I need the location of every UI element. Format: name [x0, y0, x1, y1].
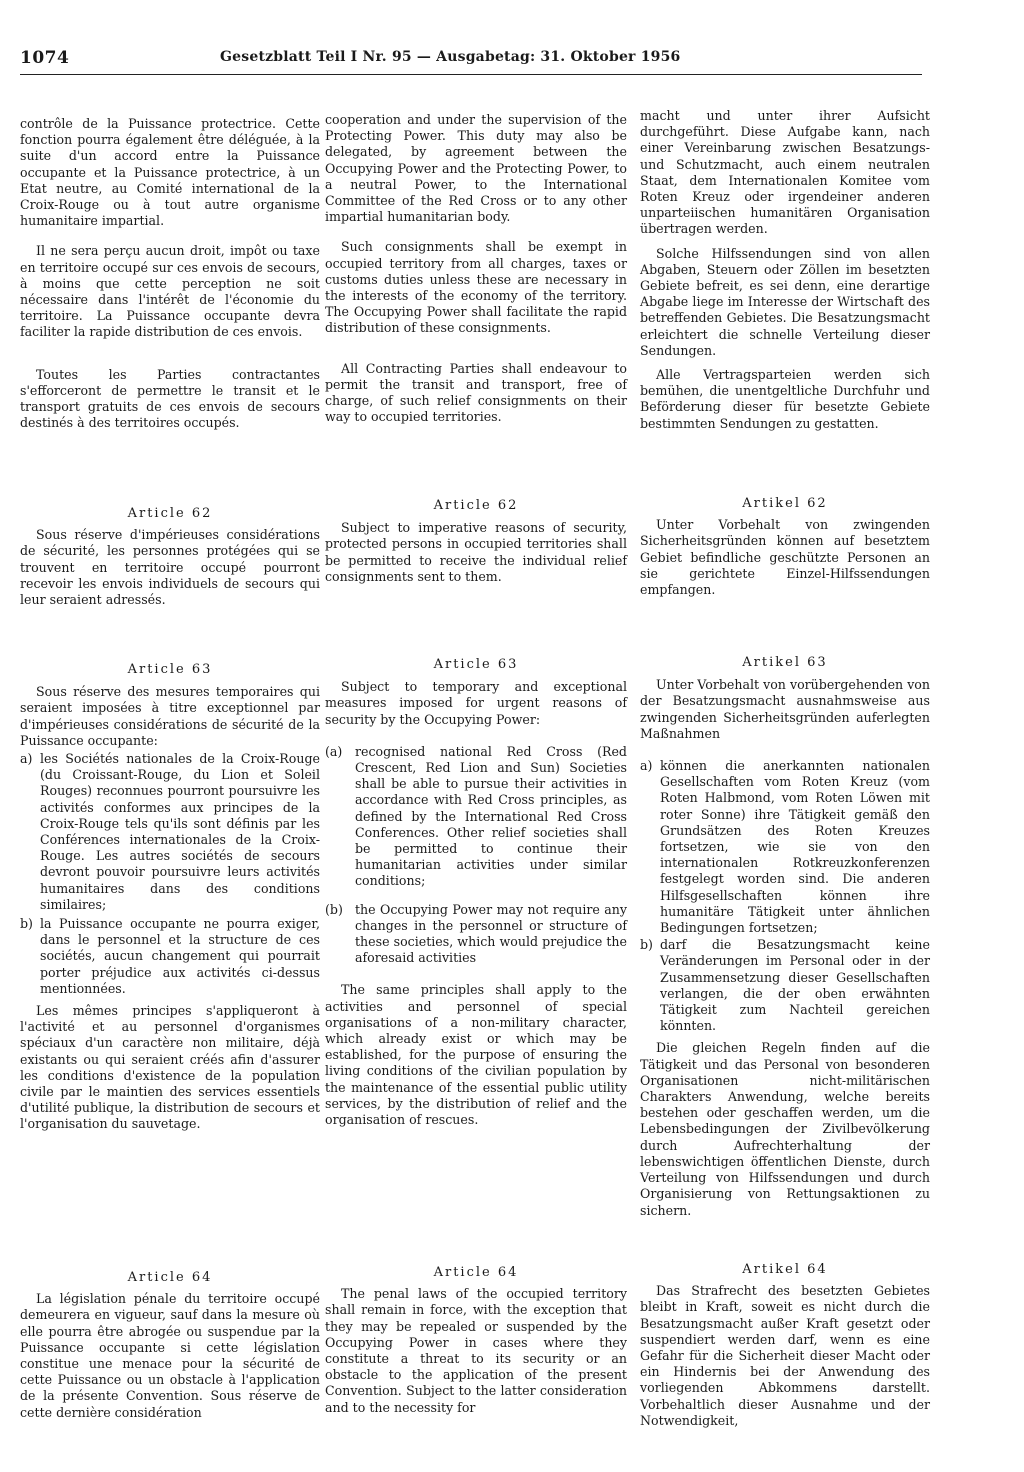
- de-a64-heading: Artikel 64: [742, 1262, 828, 1277]
- en-a63-a-text: recognised national Red Cross (Red Crescent, Red Lion and Sun) Societies shall be able to pursue their activities in accordance with Red Cross principles, as defined by the International Red Cross Conferences. Other relief societies shall be permitted to continue their humanitarian activities under similar conditions;: [355, 743, 627, 889]
- en-a62-heading: Article 62: [433, 498, 519, 513]
- fr-article-64: [20, 1270, 320, 1421]
- en-a63-heading: Article 63: [433, 657, 519, 672]
- en-a63-item-a: [325, 744, 627, 890]
- fr-a63-closing: Les mêmes principes s'appliqueront à l'activité et au personnel d'organismes spéciaux d'un caractère non militaire, déjà existants ou qui seraient créés afin d'assurer les conditions d'existence de la population civile par le maintien des services essentiels d'utilité publique, la distribution de secours et l'organisation du sauvetage.: [20, 1003, 320, 1132]
- en-article-62: [325, 498, 627, 585]
- page-header: [20, 44, 922, 75]
- en-a63-item-b: [325, 902, 627, 967]
- de-a63-intro: Unter Vorbehalt von vorübergehenden von der Besatzungsmacht ausnahmsweise aus zwingenden Sicherheitsgründen auferlegten Maßnahmen: [640, 677, 930, 741]
- header-title: Gesetzblatt Teil I Nr. 95 — Ausgabetag: 31. Oktober 1956: [220, 49, 681, 65]
- de-a63-b-label: b): [640, 937, 653, 953]
- fr-article-62: [20, 506, 320, 608]
- fr-a64-text: La législation pénale du territoire occupé demeurera en vigueur, sauf dans la mesure où elle pourra être abrogée ou suspendue par la Puissance occupante si cette législation constitue une menace pour la sécurité de cette Puissance ou un obstacle à l'application de la présente Convention. Sous réserve de cette dernière considération: [20, 1291, 320, 1420]
- de-a64-text: Das Strafrecht des besetzten Gebietes bleibt in Kraft, soweit es nicht durch die Besatzungsmacht außer Kraft gesetzt oder suspendiert werden darf, wenn es eine Gefahr für die Sicherheit dieser Macht oder ein Hindernis bei der Anwendung des vorliegenden Abkommens darstellt. Vorbehaltlich dieser Ausnahme und der Notwendigkeit,: [640, 1283, 930, 1428]
- fr-a64-heading: Article 64: [127, 1270, 213, 1285]
- en-paragraph-3: All Contracting Parties shall endeavour to permit the transit and transport, free of charge, of such relief consignments on their way to occupied territories.: [325, 360, 627, 425]
- fr-a63-b-text: la Puissance occupante ne pourra exiger, dans le personnel et la structure de ces sociétés, aucun changement qui pourrait porter préjudice aux activités ci-dessus mentionnées.: [40, 916, 320, 996]
- en-article-63: [325, 657, 627, 1128]
- page-number: 1074: [20, 48, 70, 68]
- de-paragraph-1: macht und unter ihrer Aufsicht durchgeführt. Diese Aufgabe kann, nach einer Vereinbarung zwischen Besatzungs- und Schutzmacht, auch einem neutralen Staat, dem Internationalen Komitee vom Roten Kreuz oder irgendeiner anderen unparteiischen humanitären Organisation übertragen werden.: [640, 108, 930, 237]
- de-a63-item-a: [640, 758, 930, 936]
- fr-a63-item-a: [20, 751, 320, 913]
- en-a63-closing: The same principles shall apply to the activities and personnel of special organisations of a non-military character, which already exist or which may be established, for the purpose of ensuring the living conditions of the civilian population by the maintenance of the essential public utility services, by the distribution of relief and the organisation of rescues.: [325, 982, 627, 1128]
- fr-a63-item-b: [20, 916, 320, 997]
- de-paragraph-3: Alle Vertragsparteien werden sich bemühen, die unentgeltliche Durchfuhr und Beförderung dieser für besetzte Gebiete bestimmten Sendungen zu gestatten.: [640, 367, 930, 431]
- en-a64-text: The penal laws of the occupied territory shall remain in force, with the exception that they may be repealed or suspended by the Occupying Power in cases where they constitute a threat to its security or an obstacle to the application of the present Convention. Subject to the latter consideration and to the necessity for: [325, 1286, 627, 1415]
- fr-article-63: [20, 662, 320, 1133]
- en-paragraph-2: Such consignments shall be exempt in occupied territory from all charges, taxes or customs duties unless these are necessary in the interests of the economy of the territory. The Occupying Power shall facilitate the rapid distribution of these consignments.: [325, 239, 627, 336]
- de-article-63: [640, 655, 930, 1219]
- fr-paragraph-1: contrôle de la Puissance protectrice. Cette fonction pourra également être déléguée, à la suite d'un accord entre la Puissance occupante et la Puissance protectrice, à un Etat neutre, au Comité international de la Croix-Rouge ou à tout autre organisme humanitaire impartial.: [20, 116, 320, 229]
- en-a63-b-text: the Occupying Power may not require any changes in the personnel or structure of these societies, which would prejudice the aforesaid activities: [355, 901, 627, 966]
- fr-paragraph-2: Il ne sera perçu aucun droit, impôt ou taxe en territoire occupé sur ces envois de secours, à moins que cette perception ne soit nécessaire dans l'intérêt de l'économie du territoire. La Puissance occupante devra faciliter la rapide distribution de ces envois.: [20, 243, 320, 340]
- fr-a63-a-label: a): [20, 751, 33, 767]
- de-article-62: [640, 496, 930, 598]
- de-a62-heading: Artikel 62: [742, 496, 828, 511]
- de-a63-closing: Die gleichen Regeln finden auf die Tätigkeit und das Personal von besonderen Organisationen nicht-militärischen Charakters Anwendung, welche bereits bestehen oder geschaffen werden, um die Lebensbedingungen der Zivilbevölkerung durch Aufrechterhaltung der lebenswichtigen öffentlichen Dienste, durch Verteilung von Hilfssendungen und durch Organisierung von Rettungsaktionen zu sichern.: [640, 1040, 930, 1218]
- de-a63-item-b: [640, 937, 930, 1034]
- de-a63-heading: Artikel 63: [742, 655, 828, 670]
- en-a63-intro: Subject to temporary and exceptional measures imposed for urgent reasons of security by the Occupying Power:: [325, 679, 627, 727]
- de-a63-a-label: a): [640, 758, 653, 774]
- en-article-64: [325, 1265, 627, 1416]
- fr-a63-heading: Article 63: [127, 662, 213, 677]
- fr-a62-heading: Article 62: [127, 506, 213, 521]
- de-a63-a-text: können die anerkannten nationalen Gesellschaften vom Roten Kreuz (vom Roten Halbmond, vom Roten Löwen mit roter Sonne) ihre Tätigkeit gemäß den Grundsätzen des Roten Kreuzes fortsetzen, wie sie von den internationalen Rotkreuzkonferenzen festgelegt worden sind. Die anderen Hilfsgesellschaften können ihre humanitäre Tätigkeit unter ähnlichen Bedingungen fortsetzen;: [660, 758, 930, 936]
- fr-a63-b-label: b): [20, 916, 33, 932]
- en-a63-a-label: (a): [325, 743, 343, 759]
- fr-a63-a-text: les Sociétés nationales de la Croix-Rouge (du Croissant-Rouge, du Lion et Soleil Rouges) reconnues pourront poursuivre les activités conformes aux principes de la Croix-Rouge tels qu'ils sont définis par les Conférences internationales de la Croix-Rouge. Les autres sociétés de secours devront pouvoir poursuivre leurs activités humanitaires dans des conditions similaires;: [40, 751, 320, 912]
- german-column: [640, 108, 930, 432]
- en-a63-b-label: (b): [325, 901, 343, 917]
- french-column: [20, 116, 320, 431]
- fr-paragraph-3: Toutes les Parties contractantes s'efforceront de permettre le transit et le transport gratuits de ces envois de secours destinés à des territoires occupés.: [20, 366, 320, 431]
- de-paragraph-2: Solche Hilfssendungen sind von allen Abgaben, Steuern oder Zöllen im besetzten Gebiete befreit, es sei denn, eine derartige Abgabe liege im Interesse der Wirtschaft des betreffenden Gebietes. Die Besatzungsmacht erleichtert die schnelle Verteilung dieser Sendungen.: [640, 245, 930, 358]
- de-a63-b-text: darf die Besatzungsmacht keine Veränderungen im Personal oder in der Zusammensetzung dieser Gesellschaften verlangen, die der oben erwähnten Tätigkeit zum Nachteil gereichen könnten.: [660, 937, 930, 1034]
- en-a62-text: Subject to imperative reasons of security, protected persons in occupied territories shall be permitted to receive the individual relief consignments sent to them.: [325, 520, 627, 584]
- en-a64-heading: Article 64: [433, 1265, 519, 1280]
- en-paragraph-1: cooperation and under the supervision of the Protecting Power. This duty may also be delegated, by agreement between the Occupying Power and the Protecting Power, to a neutral Power, to the International Committee of the Red Cross or to any other impartial humanitarian body.: [325, 112, 627, 225]
- fr-a63-intro: Sous réserve des mesures temporaires qui seraient imposées à titre exceptionnel par d'impérieuses considérations de sécurité de la Puissance occupante:: [20, 684, 320, 748]
- english-column: [325, 112, 627, 425]
- de-a62-text: Unter Vorbehalt von zwingenden Sicherheitsgründen können auf besetztem Gebiet befindliche geschützte Personen an sie gerichtete Einzel-Hilfssendungen empfangen.: [640, 517, 930, 598]
- fr-a62-text: Sous réserve d'impérieuses considérations de sécurité, les personnes protégées qui se trouvent en territoire occupé pourront recevoir les envois individuels de secours qui leur seraient adressés.: [20, 527, 320, 608]
- de-article-64: [640, 1262, 930, 1429]
